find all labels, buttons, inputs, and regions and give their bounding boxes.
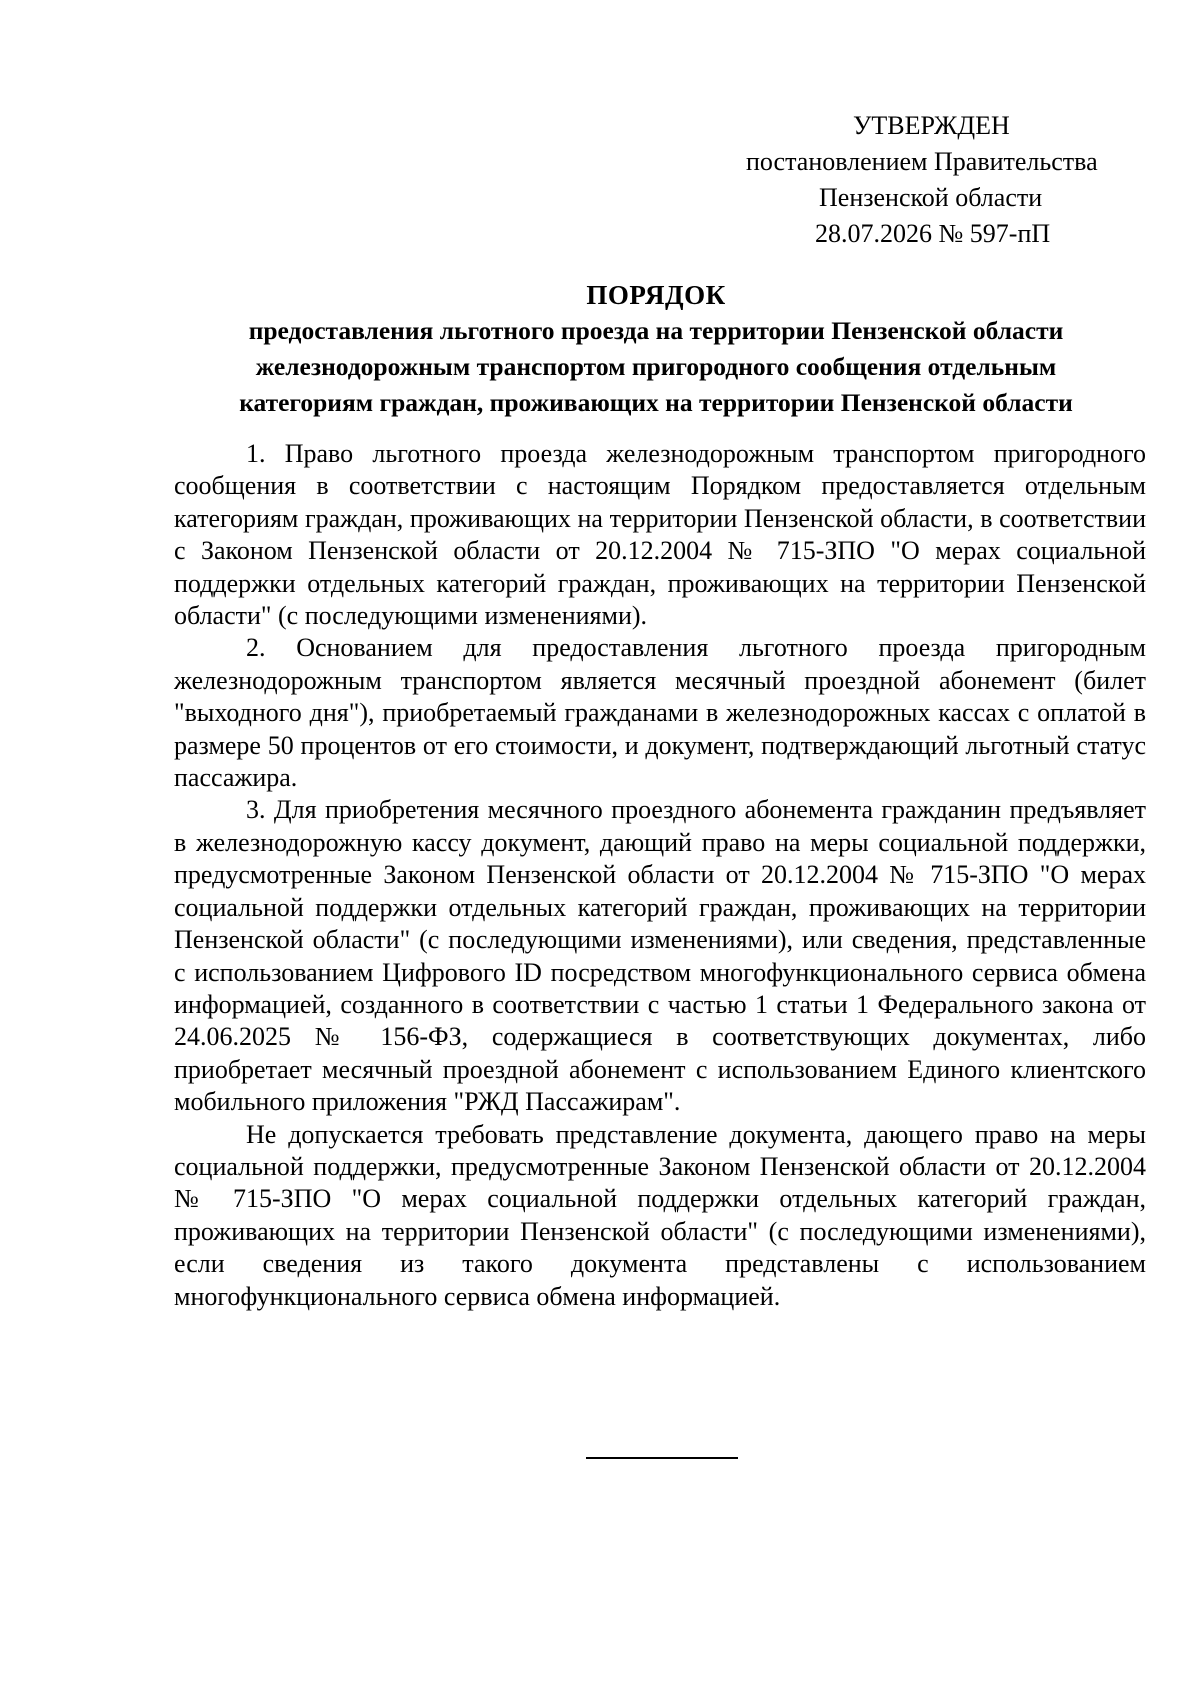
document-subtitle-line: предоставления льготного проезда на территории Пензенской области xyxy=(248,316,1064,345)
document-subtitle-line: категориям граждан, проживающих на территории Пензенской области xyxy=(239,388,1073,417)
paragraph-1: 1. Право льготного проезда железнодорожным транспортом пригородного сообщения в соответствии с настоящим Порядком предоставляется отдельным категориям граждан, проживающих на территории Пензенской области, в соответствии с Законом Пензенской области от 20.12.2004 № 715-ЗПО "О мерах социальной поддержки отдельных категорий граждан, проживающих на территории Пензенской области" (с последующими изменениями). xyxy=(174,439,1146,631)
document-title: ПОРЯДОК xyxy=(586,280,726,310)
approval-issuer: постановлением Правительства xyxy=(746,147,1098,176)
document-heading xyxy=(165,277,1147,421)
approval-date-number: 28.07.2026 № 597-пП xyxy=(815,219,1051,248)
end-of-document-rule xyxy=(586,1457,738,1459)
document-subtitle-line: железнодорожным транспортом пригородного сообщения отдельным xyxy=(255,352,1057,381)
paragraph-2: 2. Основанием для предоставления льготного проезда пригородным железнодорожным транспортом является месячный проездной абонемент (билет "выходного дня"), приобретаемый гражданами в железнодорожных кассах с оплатой в размере 50 процентов от его стоимости, и документ, подтверждающий льготный статус пассажира. xyxy=(174,633,1146,793)
paragraph-3: 3. Для приобретения месячного проездного абонемента гражданин предъявляет в железнодорожную кассу документ, дающий право на меры социальной поддержки, предусмотренные Законом Пензенской области от 20.12.2004 № 715-ЗПО "О мерах социальной поддержки отдельных категорий граждан, проживающих на территории Пензенской области" (с последующими изменениями), или сведения, представленные с использованием Цифрового ID посредством многофункционального сервиса обмена информацией, созданного в соответствии с частью 1 статьи 1 Федерального закона от 24.06.2025 № 156-ФЗ, содержащиеся в соответствующих документах, либо приобретает месячный проездной абонемент с использованием Единого клиентского мобильного приложения "РЖД Пассажирам". xyxy=(174,795,1146,1117)
approval-stamp xyxy=(700,108,1180,252)
approval-region: Пензенской области xyxy=(819,183,1043,212)
approval-title: УТВЕРЖДЕН xyxy=(853,111,1010,140)
document-body xyxy=(174,438,1146,1313)
paragraph-4: Не допускается требовать представление документа, дающего право на меры социальной поддержки, предусмотренные Законом Пензенской области от 20.12.2004 № 715-ЗПО "О мерах социальной поддержки отдельных категорий граждан, проживающих на территории Пензенской области" (с последующими изменениями), если сведения из такого документа представлены с использованием многофункционального сервиса обмена информацией. xyxy=(174,1119,1146,1311)
